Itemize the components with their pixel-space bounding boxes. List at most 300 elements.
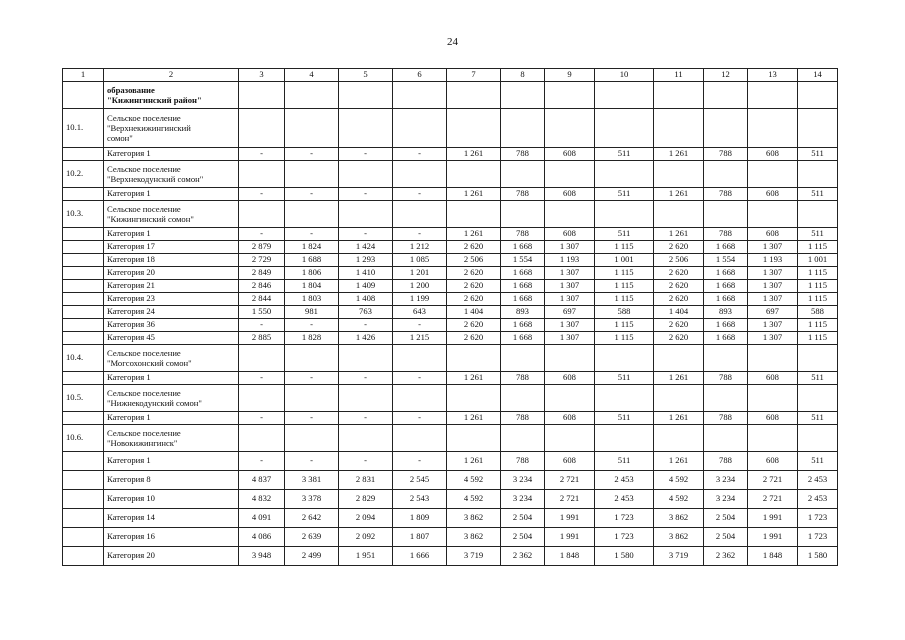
value-cell: 1 115 [798,241,838,254]
value-cell: 2 721 [545,490,595,509]
value-cell: - [285,412,339,425]
value-cell: 1 804 [285,280,339,293]
value-cell: 511 [798,148,838,161]
value-cell: 1 085 [393,254,447,267]
empty-cell [798,345,838,372]
value-cell: 608 [748,372,798,385]
category-label: Категория 45 [104,332,239,345]
column-header: 4 [285,69,339,82]
section-title-line: Сельское поселение [107,203,181,214]
value-cell: 3 948 [239,547,285,566]
value-cell: 588 [798,306,838,319]
empty-cell [285,345,339,372]
section-number [63,82,104,109]
value-cell: 1 806 [285,267,339,280]
value-cell: 2 721 [748,471,798,490]
value-cell: 1 668 [501,319,545,332]
value-cell: 1 001 [595,254,654,267]
category-label: Категория 20 [104,267,239,280]
empty-cell [63,452,104,471]
empty-cell [393,161,447,188]
value-cell: 2 849 [239,267,285,280]
empty-cell [748,82,798,109]
empty-cell [393,201,447,228]
empty-cell [285,425,339,452]
value-cell: 1 200 [393,280,447,293]
value-cell: 3 862 [654,509,704,528]
value-cell: 1 115 [595,280,654,293]
value-cell: 588 [595,306,654,319]
value-cell: 1 580 [798,547,838,566]
empty-cell [285,109,339,148]
value-cell: 4 592 [654,471,704,490]
value-cell: 1 201 [393,267,447,280]
value-cell: 1 580 [595,547,654,566]
table-row [63,293,838,306]
empty-cell [501,201,545,228]
value-cell: - [393,319,447,332]
empty-cell [748,201,798,228]
category-label: Категория 23 [104,293,239,306]
value-cell: - [393,372,447,385]
table-row [63,547,838,566]
category-label: Категория 1 [104,452,239,471]
value-cell: 643 [393,306,447,319]
value-cell: 1 215 [393,332,447,345]
value-cell: 4 592 [447,490,501,509]
value-cell: 1 193 [748,254,798,267]
empty-cell [63,372,104,385]
value-cell: - [239,148,285,161]
value-cell: 1 115 [595,267,654,280]
value-cell: 2 639 [285,528,339,547]
value-cell: 1 307 [748,241,798,254]
value-cell: 1 404 [654,306,704,319]
section-title-line: "Кижингинский район" [107,95,202,105]
table-row [63,148,838,161]
column-header: 6 [393,69,447,82]
empty-cell [798,425,838,452]
empty-cell [595,345,654,372]
section-title [104,82,239,109]
category-label: Категория 1 [104,228,239,241]
value-cell: 3 719 [447,547,501,566]
value-cell: 3 234 [501,471,545,490]
value-cell: - [339,412,393,425]
value-cell: 1 307 [545,332,595,345]
value-cell: 1 688 [285,254,339,267]
table-row [63,452,838,471]
empty-cell [339,345,393,372]
section-title-line: Сельское поселение [107,112,181,123]
table-row [63,509,838,528]
value-cell: - [339,188,393,201]
value-cell: 511 [798,412,838,425]
value-cell: 1 668 [501,332,545,345]
category-label: Категория 24 [104,306,239,319]
value-cell: 1 261 [654,188,704,201]
empty-cell [595,385,654,412]
section-title-line: "Верхнекодунский сомон" [107,174,204,184]
empty-cell [63,280,104,293]
category-label: Категория 18 [104,254,239,267]
value-cell: - [285,372,339,385]
empty-cell [63,412,104,425]
value-cell: 1 115 [595,241,654,254]
value-cell: 1 554 [704,254,748,267]
value-cell: 893 [704,306,748,319]
empty-cell [654,425,704,452]
empty-cell [545,201,595,228]
value-cell: 1 261 [654,372,704,385]
value-cell: 4 592 [447,471,501,490]
value-cell: 1 668 [704,293,748,306]
empty-cell [393,109,447,148]
section-title [104,109,239,148]
value-cell: 788 [501,372,545,385]
empty-cell [447,385,501,412]
empty-cell [798,161,838,188]
empty-cell [239,425,285,452]
empty-cell [545,109,595,148]
value-cell: 2 844 [239,293,285,306]
value-cell: 2 620 [654,319,704,332]
value-cell: 1 261 [447,228,501,241]
value-cell: 3 234 [501,490,545,509]
empty-cell [654,82,704,109]
value-cell: 1 991 [545,528,595,547]
value-cell: 697 [545,306,595,319]
table-row [63,471,838,490]
empty-cell [393,425,447,452]
tariff-table [62,68,838,566]
empty-cell [447,201,501,228]
empty-cell [798,201,838,228]
empty-cell [501,385,545,412]
empty-cell [447,345,501,372]
value-cell: - [239,228,285,241]
section-title-line: Сельское поселение [107,387,181,398]
section-title-line: Сельское поселение [107,163,181,174]
value-cell: 2 499 [285,547,339,566]
value-cell: 1 261 [654,228,704,241]
value-cell: 1 668 [704,319,748,332]
category-label: Категория 1 [104,148,239,161]
value-cell: - [239,372,285,385]
section-number: 10.4. [63,345,104,372]
empty-cell [798,109,838,148]
value-cell: - [393,452,447,471]
empty-cell [393,82,447,109]
value-cell: 763 [339,306,393,319]
empty-cell [63,319,104,332]
empty-cell [704,425,748,452]
empty-cell [239,385,285,412]
value-cell: 2 642 [285,509,339,528]
value-cell: 2 504 [501,528,545,547]
value-cell: - [339,372,393,385]
column-header: 7 [447,69,501,82]
value-cell: 1 115 [798,280,838,293]
value-cell: 2 094 [339,509,393,528]
empty-cell [63,332,104,345]
category-label: Категория 8 [104,471,239,490]
empty-cell [63,528,104,547]
empty-cell [545,161,595,188]
table-row [63,241,838,254]
value-cell: - [285,319,339,332]
page-number: 24 [447,36,458,48]
empty-cell [654,201,704,228]
category-label: Категория 17 [104,241,239,254]
value-cell: 4 837 [239,471,285,490]
value-cell: 1 261 [654,452,704,471]
column-header: 5 [339,69,393,82]
value-cell: 2 362 [501,547,545,566]
value-cell: - [393,148,447,161]
value-cell: 1 115 [798,332,838,345]
value-cell: 608 [545,372,595,385]
column-header: 11 [654,69,704,82]
category-label: Категория 21 [104,280,239,293]
section-row [63,425,838,452]
section-title-line: Сельское поселение [107,347,181,358]
value-cell: 1 307 [545,280,595,293]
empty-cell [748,425,798,452]
value-cell: 1 212 [393,241,447,254]
value-cell: 608 [545,452,595,471]
value-cell: 1 424 [339,241,393,254]
section-row [63,345,838,372]
category-label: Категория 16 [104,528,239,547]
column-header: 12 [704,69,748,82]
value-cell: 788 [501,452,545,471]
category-label: Категория 1 [104,188,239,201]
section-title [104,425,239,452]
value-cell: 2 506 [447,254,501,267]
empty-cell [545,425,595,452]
value-cell: 1 668 [501,267,545,280]
value-cell: 2 092 [339,528,393,547]
value-cell: 1 410 [339,267,393,280]
empty-cell [63,148,104,161]
empty-cell [339,385,393,412]
section-title [104,385,239,412]
value-cell: 511 [595,188,654,201]
value-cell: 3 862 [654,528,704,547]
value-cell: 2 620 [654,267,704,280]
value-cell: 1 803 [285,293,339,306]
value-cell: 4 086 [239,528,285,547]
value-cell: 2 506 [654,254,704,267]
header-row [63,69,838,82]
value-cell: 788 [704,412,748,425]
value-cell: 1 554 [501,254,545,267]
column-header: 3 [239,69,285,82]
category-label: Категория 10 [104,490,239,509]
value-cell: 1 261 [654,412,704,425]
value-cell: 608 [545,188,595,201]
value-cell: - [239,452,285,471]
empty-cell [63,228,104,241]
value-cell: 2 453 [595,490,654,509]
value-cell: 1 723 [798,509,838,528]
section-title-line: образование [107,84,155,95]
value-cell: 1 293 [339,254,393,267]
table-row [63,280,838,293]
column-header: 13 [748,69,798,82]
empty-cell [654,385,704,412]
empty-cell [654,345,704,372]
value-cell: - [285,148,339,161]
value-cell: 2 879 [239,241,285,254]
value-cell: 2 721 [545,471,595,490]
value-cell: 2 620 [654,293,704,306]
section-row [63,201,838,228]
value-cell: 511 [798,372,838,385]
column-header: 10 [595,69,654,82]
value-cell: 2 545 [393,471,447,490]
table-row [63,319,838,332]
value-cell: 1 668 [704,267,748,280]
empty-cell [239,345,285,372]
value-cell: 1 307 [545,241,595,254]
empty-cell [447,161,501,188]
value-cell: 1 991 [748,509,798,528]
value-cell: 608 [545,228,595,241]
value-cell: 1 807 [393,528,447,547]
value-cell: 2 504 [704,509,748,528]
table-row [63,306,838,319]
value-cell: - [393,228,447,241]
value-cell: 511 [595,412,654,425]
category-label: Категория 1 [104,372,239,385]
empty-cell [704,201,748,228]
section-row [63,161,838,188]
empty-cell [339,201,393,228]
empty-cell [63,547,104,566]
section-number: 10.6. [63,425,104,452]
section-title [104,201,239,228]
value-cell: 1 307 [748,280,798,293]
section-title-line: "Верхнекижингинский [107,122,191,133]
value-cell: 3 381 [285,471,339,490]
value-cell: 1 307 [748,267,798,280]
empty-cell [339,425,393,452]
value-cell: 3 234 [704,490,748,509]
category-label: Категория 14 [104,509,239,528]
table-row [63,412,838,425]
empty-cell [501,82,545,109]
value-cell: 1 307 [748,319,798,332]
section-title-line: Сельское поселение [107,427,181,438]
value-cell: 1 307 [748,332,798,345]
value-cell: 1 001 [798,254,838,267]
value-cell: 3 862 [447,509,501,528]
value-cell: 1 426 [339,332,393,345]
empty-cell [285,161,339,188]
section-number: 10.3. [63,201,104,228]
empty-cell [285,385,339,412]
value-cell: - [339,148,393,161]
value-cell: 1 261 [447,372,501,385]
value-cell: 608 [748,228,798,241]
value-cell: 893 [501,306,545,319]
section-title [104,161,239,188]
table-row [63,267,838,280]
empty-cell [704,385,748,412]
value-cell: 2 831 [339,471,393,490]
value-cell: 1 666 [393,547,447,566]
value-cell: 2 721 [748,490,798,509]
value-cell: 1 824 [285,241,339,254]
empty-cell [339,109,393,148]
value-cell: - [285,188,339,201]
value-cell: 1 115 [798,267,838,280]
empty-cell [63,267,104,280]
table-row [63,372,838,385]
value-cell: 1 848 [748,547,798,566]
value-cell: 1 951 [339,547,393,566]
value-cell: - [239,412,285,425]
value-cell: 1 307 [748,293,798,306]
empty-cell [704,109,748,148]
value-cell: - [339,452,393,471]
empty-cell [285,82,339,109]
value-cell: 4 091 [239,509,285,528]
empty-cell [501,161,545,188]
empty-cell [595,109,654,148]
value-cell: 788 [501,188,545,201]
empty-cell [748,161,798,188]
empty-cell [63,471,104,490]
value-cell: 608 [748,148,798,161]
value-cell: 2 620 [654,280,704,293]
value-cell: 2 620 [447,332,501,345]
value-cell: 1 668 [501,241,545,254]
empty-cell [595,425,654,452]
empty-cell [704,82,748,109]
value-cell: 3 234 [704,471,748,490]
value-cell: 511 [798,452,838,471]
value-cell: 2 453 [595,471,654,490]
value-cell: 2 846 [239,280,285,293]
value-cell: 608 [545,412,595,425]
value-cell: 1 261 [447,412,501,425]
value-cell: 1 115 [595,332,654,345]
section-title-line: "Нижнекодунский сомон" [107,398,202,408]
section-row [63,82,838,109]
table-row [63,228,838,241]
table-row [63,332,838,345]
empty-cell [63,306,104,319]
category-label: Категория 36 [104,319,239,332]
section-title-line: сомон" [107,133,133,144]
value-cell: 697 [748,306,798,319]
value-cell: 788 [704,188,748,201]
value-cell: 1 115 [595,293,654,306]
value-cell: 1 991 [748,528,798,547]
empty-cell [239,201,285,228]
value-cell: 2 504 [501,509,545,528]
empty-cell [654,161,704,188]
empty-cell [545,385,595,412]
section-title-line: "Могсохонский сомон" [107,358,192,368]
value-cell: 1 408 [339,293,393,306]
empty-cell [545,82,595,109]
value-cell: 608 [748,412,798,425]
empty-cell [501,345,545,372]
